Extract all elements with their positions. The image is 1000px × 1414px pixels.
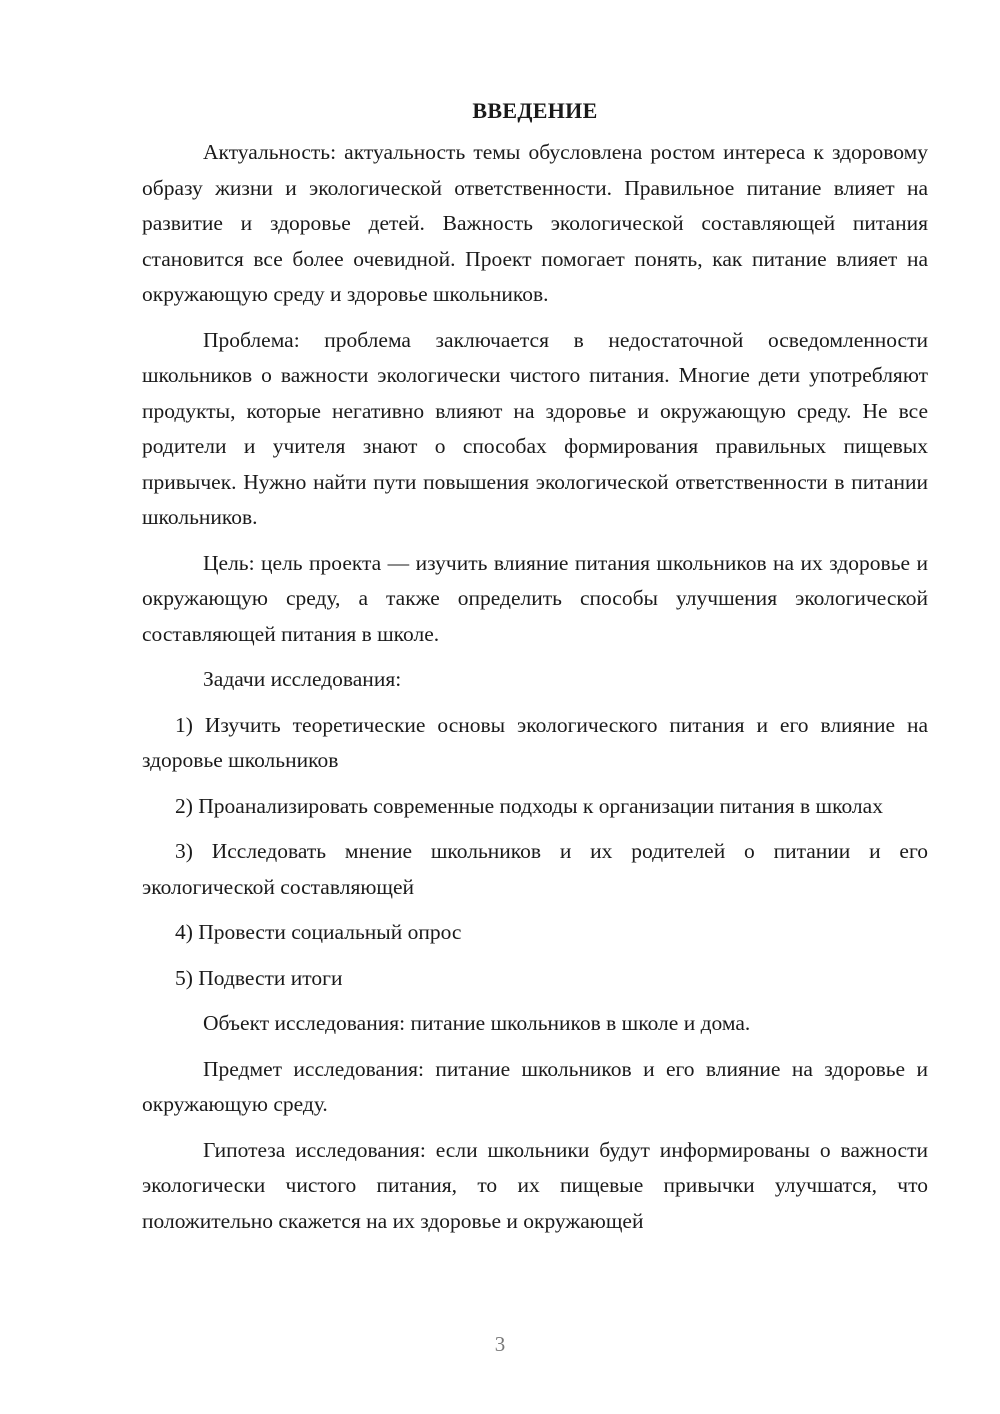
paragraph-hypothesis: Гипотеза исследования: если школьники будут информированы о важности экологически чистого питания, то их пищевые привычки улучшатся, что положительно скажется на их здоровье и окружающей [142,1137,928,1233]
paragraph-tasks-heading: Задачи исследования: [203,667,402,691]
task-item-4: 4) Провести социальный опрос [175,920,462,944]
task-item-1: 1) Изучить теоретические основы экологического питания и его влияние на здоровье школьников [142,712,928,772]
paragraph-relevance: Актуальность: актуальность темы обусловлена ростом интереса к здоровому образу жизни и экологической ответственности. Правильное питание влияет на развитие и здоровье детей. Важность экологической составляющей питания становится все более очевидной. Проект помогает понять, как питание влияет на окружающую среду и здоровье школьников. [142,140,928,306]
document-page [142,95,928,1249]
paragraph-problem: Проблема: проблема заключается в недостаточной осведомленности школьников о важности экологически чистого питания. Многие дети употребляют продукты, которые негативно влияют на здоровье и окружающую среду. Не все родители и учителя знают о способах формирования правильных пищевых привычек. Нужно найти пути повышения экологической ответственности в питании школьников. [142,327,928,529]
page-number: 3 [494,1332,506,1356]
page-title: ВВЕДЕНИЕ [472,98,598,123]
paragraph-object: Объект исследования: питание школьников в школе и дома. [203,1011,751,1035]
paragraph-goal: Цель: цель проекта — изучить влияние питания школьников на их здоровье и окружающую среду, а также определить способы улучшения экологической составляющей питания в школе. [142,550,928,646]
task-item-5: 5) Подвести итоги [175,965,343,990]
task-item-2: 2) Проанализировать современные подходы к организации питания в школах [175,793,883,818]
paragraph-subject: Предмет исследования: питание школьников и его влияние на здоровье и окружающую среду. [142,1056,928,1116]
task-item-3: 3) Исследовать мнение школьников и их родителей о питании и его экологической составляющей [142,839,928,899]
